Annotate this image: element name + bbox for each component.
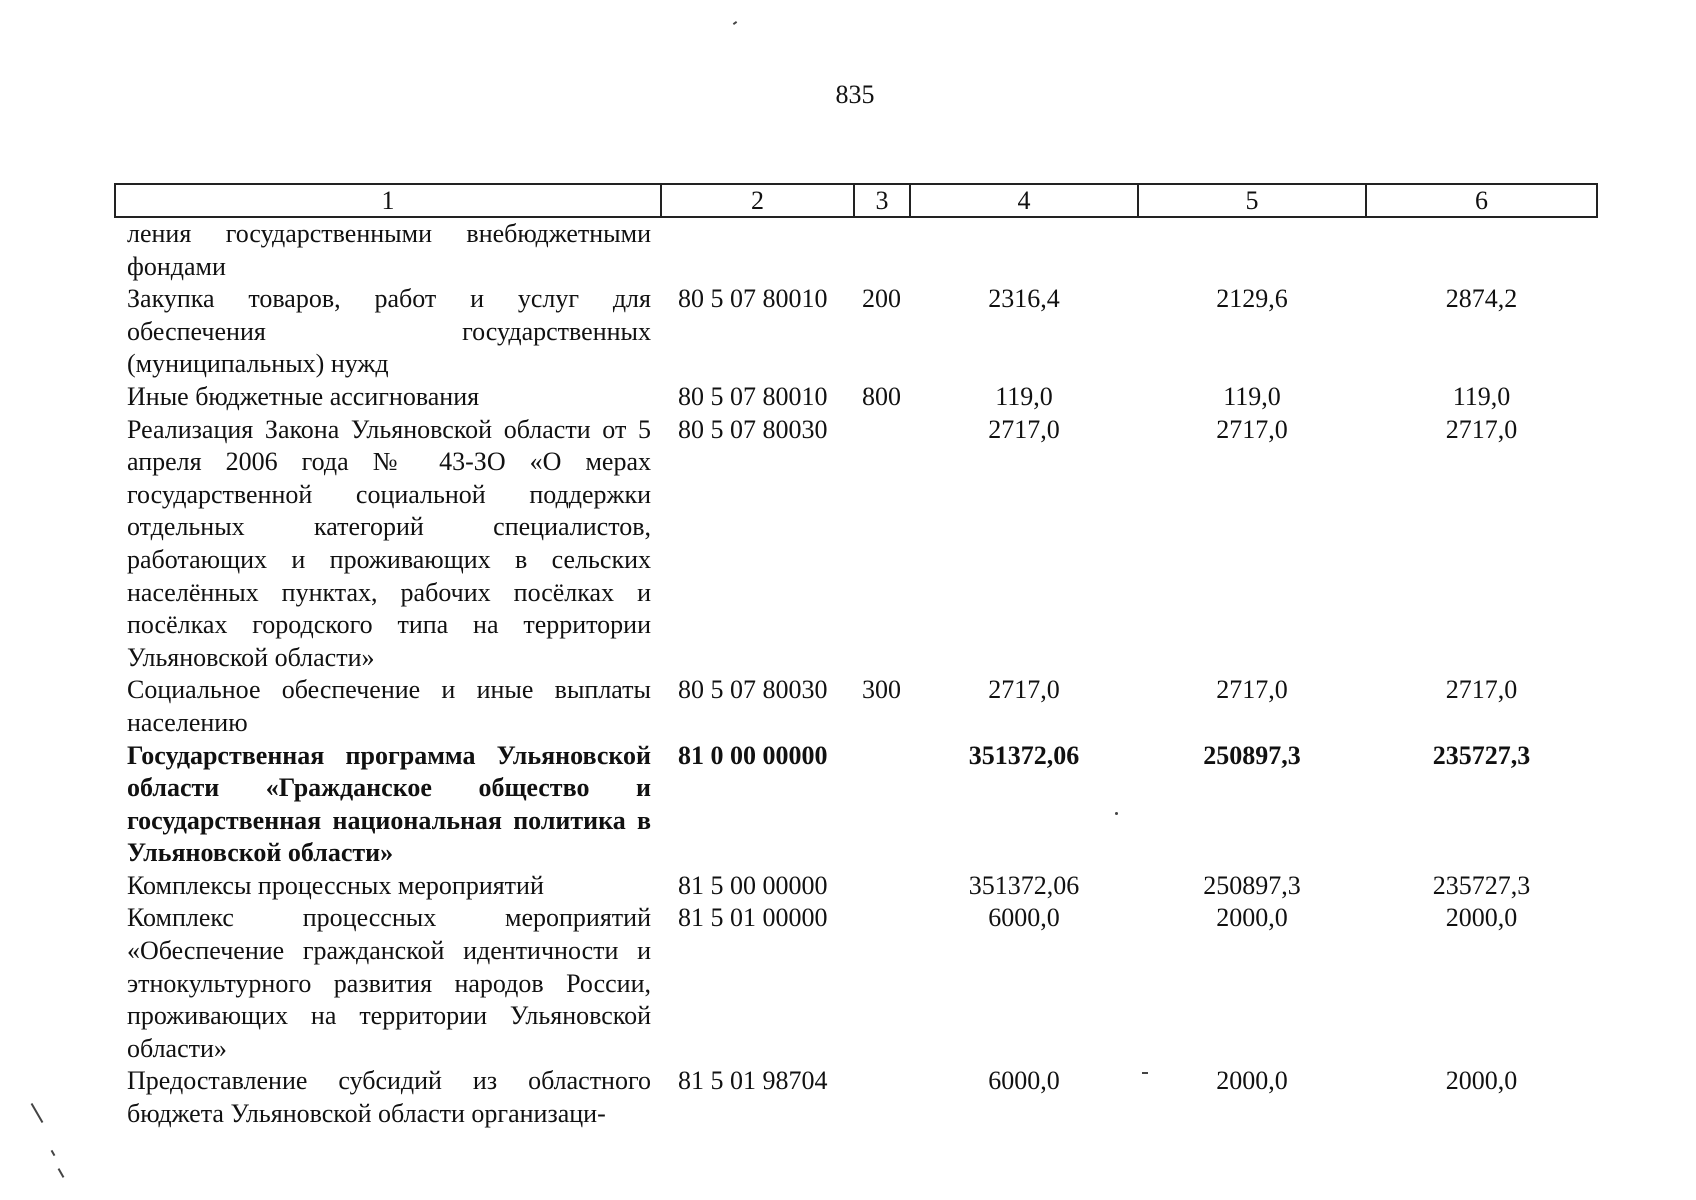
table-row-program — [115, 740, 1597, 870]
target-article-code: 81 5 00 00000 — [678, 870, 828, 900]
budget-table — [114, 183, 1598, 1131]
amount-col-6 — [1366, 217, 1597, 283]
amount-col-4: 2717,0 — [988, 675, 1060, 705]
row-name: Реализация Закона Ульяновской области от 5 апреля 2006 года № 43-ЗО «О мерах государственной социальной поддержки отдельных категорий специалистов, работающих и проживающих в сельских населённых пунктах, рабочих посёлках и посёлках городского типа на территории Ульяновской области» — [127, 414, 651, 672]
expense-type-code — [854, 902, 910, 1065]
column-number-1: 1 — [115, 184, 661, 217]
expense-type-code: 800 — [862, 381, 901, 411]
target-article-code: 81 0 00 00000 — [678, 740, 828, 770]
table-row — [115, 381, 1597, 414]
amount-col-4: 6000,0 — [988, 903, 1060, 933]
amount-col-5: 2129,6 — [1216, 284, 1288, 314]
amount-col-5: 2000,0 — [1216, 1066, 1288, 1096]
amount-col-6: 2000,0 — [1445, 903, 1518, 933]
table-row — [115, 674, 1597, 739]
expense-type-code: 300 — [862, 675, 901, 705]
column-number-6: 6 — [1366, 184, 1597, 217]
row-name: Государственная программа Ульяновской области «Гражданское общество и государственная национальная политика в Ульяновской области» — [127, 740, 651, 868]
table-row — [115, 1065, 1597, 1130]
table-row — [115, 414, 1597, 675]
column-number-row — [115, 184, 1597, 217]
amount-col-5: 2717,0 — [1216, 675, 1288, 705]
target-article-code: 81 5 01 98704 — [678, 1066, 828, 1096]
amount-col-5: 2717,0 — [1216, 414, 1288, 444]
expense-type-code — [854, 1065, 910, 1130]
column-number-3: 3 — [854, 184, 910, 217]
target-article-code: 80 5 07 80030 — [678, 675, 828, 705]
amount-col-4: 119,0 — [995, 381, 1053, 411]
table-row — [115, 902, 1597, 1065]
row-name: Социальное обеспечение и иные выплаты населению — [127, 675, 651, 737]
target-article-code: 80 5 07 80010 — [678, 284, 828, 314]
amount-col-4: 351372,06 — [968, 740, 1080, 770]
amount-col-5: 250897,3 — [1203, 740, 1301, 770]
amount-col-5: 119,0 — [1223, 381, 1281, 411]
scan-artifact-mark — [58, 1168, 65, 1178]
amount-col-5 — [1138, 217, 1366, 283]
page-number: 835 — [835, 80, 875, 109]
amount-col-6: 2874,2 — [1445, 284, 1518, 314]
amount-col-6: 2717,0 — [1445, 675, 1518, 705]
expense-type-code: 200 — [862, 284, 901, 314]
amount-col-5: 250897,3 — [1203, 870, 1301, 900]
amount-col-5: 2000,0 — [1216, 903, 1288, 933]
row-name: Комплекс процессных мероприятий «Обеспечение гражданской идентичности и этнокультурного развития народов России, проживающих на территории Ульяновской области» — [127, 903, 651, 1063]
scan-artifact-mark — [733, 21, 737, 25]
amount-col-6: 119,0 — [1452, 381, 1511, 411]
expense-type-code — [854, 740, 910, 870]
row-name: Комплексы процессных мероприятий — [127, 870, 544, 900]
column-number-4: 4 — [910, 184, 1138, 217]
row-name: ления государственными внебюджетными фондами — [127, 219, 651, 281]
row-name: Иные бюджетные ассигнования — [127, 381, 480, 411]
target-article-code: 80 5 07 80010 — [678, 381, 828, 411]
target-article-code: 80 5 07 80030 — [678, 414, 828, 444]
expense-type-code — [854, 414, 910, 675]
target-article-code — [661, 217, 854, 283]
scan-artifact-mark — [1115, 812, 1118, 815]
scan-artifact-mark — [1142, 1072, 1148, 1074]
table-row — [115, 217, 1597, 283]
amount-col-4: 351372,06 — [968, 870, 1080, 900]
table-row — [115, 870, 1597, 903]
expense-type-code — [854, 217, 910, 283]
amount-col-4: 6000,0 — [988, 1066, 1060, 1096]
amount-col-6: 235727,3 — [1432, 870, 1531, 900]
scan-artifact-mark — [31, 1103, 44, 1123]
amount-col-4: 2316,4 — [988, 284, 1060, 314]
column-number-5: 5 — [1138, 184, 1366, 217]
amount-col-6: 235727,3 — [1432, 740, 1531, 770]
expense-type-code — [854, 870, 910, 903]
amount-col-6: 2717,0 — [1445, 414, 1518, 444]
amount-col-6: 2000,0 — [1445, 1066, 1518, 1096]
target-article-code: 81 5 01 00000 — [678, 903, 828, 933]
scan-artifact-mark — [51, 1150, 56, 1156]
table-row — [115, 283, 1597, 381]
amount-col-4 — [910, 217, 1138, 283]
row-name: Предоставление субсидий из областного бюджета Ульяновской области организаци- — [127, 1066, 651, 1129]
column-number-2: 2 — [661, 184, 854, 217]
row-name: Закупка товаров, работ и услуг для обеспечения государственных (муниципальных) нужд — [127, 284, 651, 379]
amount-col-4: 2717,0 — [988, 414, 1060, 444]
